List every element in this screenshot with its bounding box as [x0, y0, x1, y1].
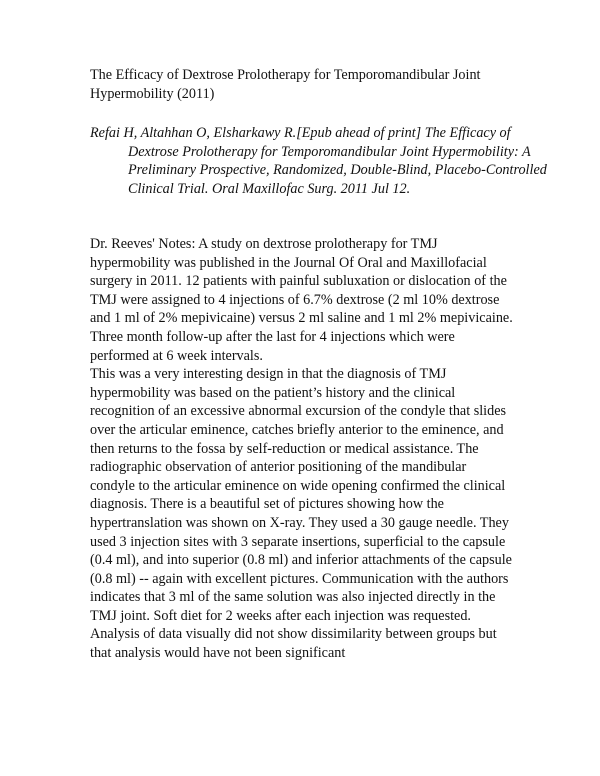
notes-body [90, 235, 513, 663]
citation: Refai H, Altahhan O, Elsharkawy R.[Epub ahead of print] The Efficacy of Dextrose Prolotherapy for Temporomandibular Joint Hypermobility: A Preliminary Prospective, Randomized, Double-Blind, Placebo-Controlled Clinical Trial. Oral Maxillofac Surg. 2011 Jul 12. [90, 125, 547, 197]
notes-paragraph: Analysis of data visually did not show dissimilarity between groups but that analysis would have not been significant [90, 626, 497, 662]
notes-paragraph: Dr. Reeves' Notes: A study on dextrose prolotherapy for TMJ hypermobility was published in the Journal Of Oral and Maxillofacial surgery in 2011. 12 patients with painful subluxation or dislocation of the TMJ were assigned to 4 injections of 6.7% dextrose (2 ml 10% dextrose and 1 ml of 2% mepivicaine) versus 2 ml saline and 1 ml 2% mepivicaine. Three month follow-up after the last for 4 injections which were performed at 6 week intervals. [90, 236, 513, 364]
notes-paragraph: This was a very interesting design in that the diagnosis of TMJ hypermobility was based on the patient’s history and the clinical recognition of an excessive abnormal excursion of the condyle that slides over the articular eminence, catches briefly anterior to the eminence, and then returns to the fossa by self-reduction or medical assistance. The radiographic observation of anterior positioning of the mandibular condyle to the articular eminence on wide opening confirmed the clinical diagnosis. There is a beautiful set of pictures showing how the hypertranslation was shown on X-ray. They used a 30 gauge needle. They used 3 injection sites with 3 separate insertions, superficial to the capsule (0.4 ml), and into superior (0.8 ml) and inferior attachments of the capsule (0.8 ml) -- again with excellent pictures. Communication with the authors indicates that 3 ml of the same solution was also injected directly in the TMJ joint. Soft diet for 2 weeks after each injection was requested. [90, 366, 512, 624]
document-title: The Efficacy of Dextrose Prolotherapy for Temporomandibular Joint Hypermobility (2011) [90, 67, 481, 102]
